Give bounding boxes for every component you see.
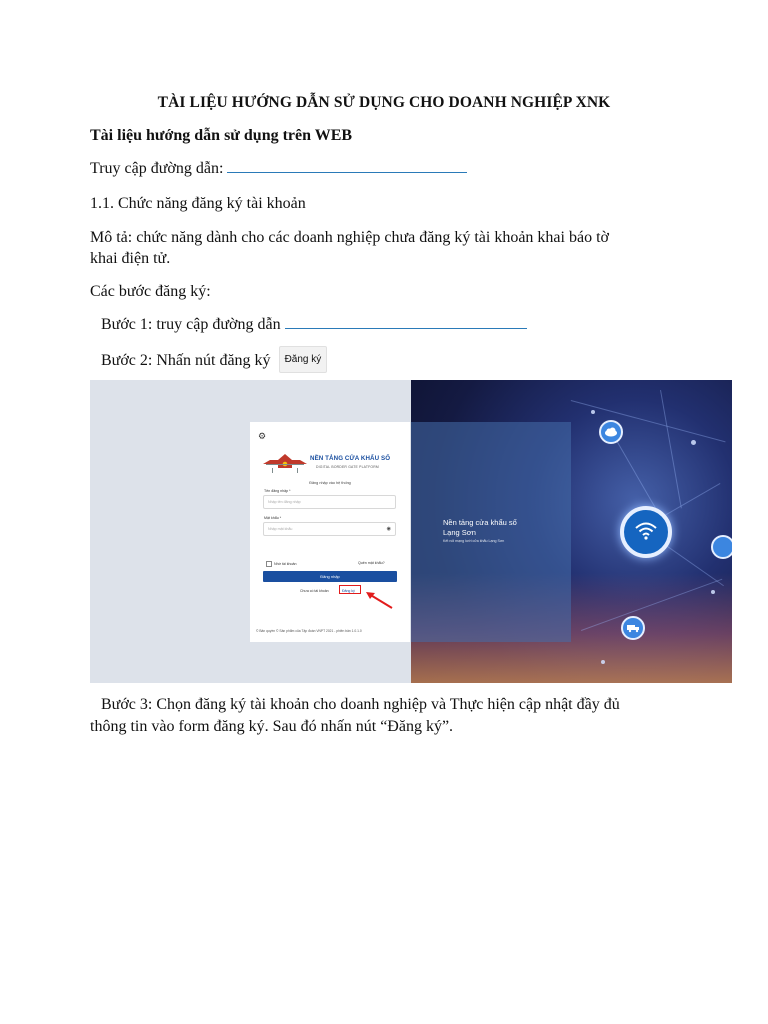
document-title: TÀI LIỆU HƯỚNG DẪN SỬ DỤNG CHO DOANH NGHIỆP XNK xyxy=(157,94,611,111)
description-line-1: Mô tả: chức năng dành cho các doanh nghiệp chưa đăng ký tài khoản khai báo tờ xyxy=(90,229,609,246)
network-line xyxy=(571,400,726,442)
screenshot-network-bg xyxy=(411,380,732,683)
document-subtitle: Tài liệu hướng dẫn sử dụng trên WEB xyxy=(90,127,353,144)
cloud-icon xyxy=(599,420,623,444)
username-input[interactable] xyxy=(263,495,396,509)
access-label: Truy cập đường dẫn: xyxy=(90,160,224,177)
login-screenshot xyxy=(90,380,732,683)
register-link[interactable]: Đăng ký xyxy=(342,589,355,593)
login-card xyxy=(250,422,410,642)
copyright-text: © Bản quyền © Sản phẩm của Tập đoàn VNPT 2021 - phiên bản 1.0.1.0 xyxy=(256,629,362,633)
remember-label: Nhớ tài khoản xyxy=(274,561,297,566)
checkbox-box[interactable] xyxy=(266,561,272,567)
network-line xyxy=(660,390,682,508)
eye-icon[interactable]: ◉ xyxy=(386,526,391,532)
right-subtitle: Kết nối mạng lưới cửa khẩu Lạng Sơn xyxy=(443,539,505,543)
right-title-2: Lạng Sơn xyxy=(443,528,476,537)
truck-icon xyxy=(621,616,645,640)
login-form-heading: Đăng nhập vào hệ thống xyxy=(309,481,351,485)
username-placeholder: Nhập tên đăng nhập xyxy=(268,500,301,504)
no-account-text: Chưa có tài khoản xyxy=(300,589,329,593)
network-small-icon xyxy=(711,535,732,559)
step-2 xyxy=(101,349,327,376)
username-label: Tên đăng nhập * xyxy=(264,489,291,493)
section-heading: 1.1. Chức năng đăng ký tài khoản xyxy=(90,195,306,212)
gear-icon[interactable]: ⚙ xyxy=(258,431,267,441)
step-2-text: Bước 2: Nhấn nút đăng ký xyxy=(101,352,271,369)
network-node xyxy=(601,660,605,664)
register-button-image: Đăng ký xyxy=(279,346,328,373)
step-3-line-1: Bước 3: Chọn đăng ký tài khoản cho doanh nghiệp và Thực hiện cập nhật đầy đủ xyxy=(101,696,620,713)
password-placeholder: Nhập mật khẩu xyxy=(268,527,293,531)
brand-name: NỀN TẢNG CỬA KHẨU SỐ xyxy=(310,455,391,462)
step-1 xyxy=(101,314,527,335)
step-1-link[interactable] xyxy=(285,314,527,329)
step-3-line-2: thông tin vào form đăng ký. Sau đó nhấn nút “Đăng ký”. xyxy=(90,718,454,735)
steps-label: Các bước đăng ký: xyxy=(90,283,211,300)
password-input[interactable] xyxy=(263,522,396,536)
remember-checkbox[interactable] xyxy=(266,561,297,567)
access-link[interactable] xyxy=(227,158,467,173)
password-label: Mật khẩu * xyxy=(264,516,282,520)
red-arrow-icon xyxy=(364,590,394,610)
border-gate-logo-icon xyxy=(262,452,308,474)
access-line xyxy=(90,158,467,179)
forgot-password-link[interactable]: Quên mật khẩu? xyxy=(358,561,385,565)
network-node xyxy=(591,410,595,414)
wifi-icon xyxy=(620,506,672,558)
login-button[interactable]: Đăng nhập xyxy=(263,571,397,582)
network-node xyxy=(711,590,715,594)
brand-subtitle: DIGITAL BORDER GATE PLATFORM xyxy=(316,465,379,469)
right-title-1: Nền tảng cửa khẩu số xyxy=(443,518,517,527)
network-node xyxy=(691,440,696,445)
description-line-2: khai điện tử. xyxy=(90,250,171,267)
step-1-text: Bước 1: truy cập đường dẫn xyxy=(101,316,281,333)
screenshot-right-text xyxy=(443,518,517,543)
